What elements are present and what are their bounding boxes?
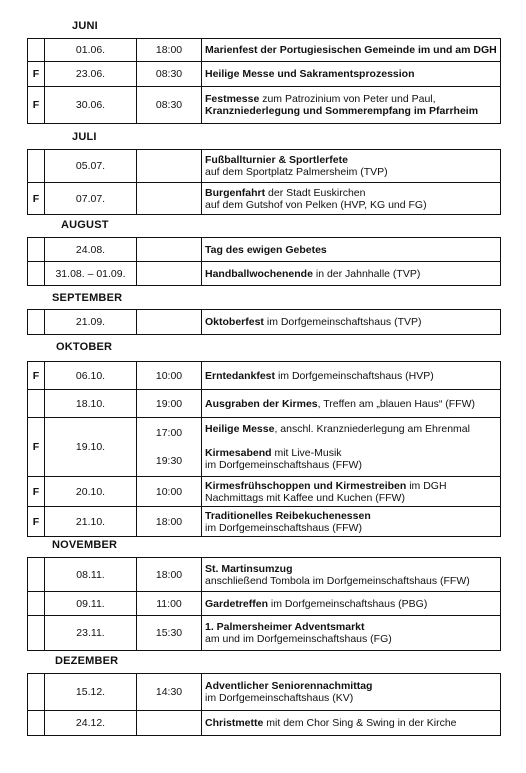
month-table (27, 361, 501, 537)
event-title: Festmesse (205, 93, 260, 105)
time-value: 17:00 (155, 427, 183, 439)
event-title: Handballwochenende (205, 267, 313, 280)
event-title: 1. Palmersheimer Adventsmarkt (205, 621, 365, 633)
event-detail-line: im Dorfgemeinschaftshaus (FFW) (205, 459, 362, 471)
event-description (202, 262, 501, 286)
event-time (137, 616, 202, 651)
event-time (137, 674, 202, 711)
event-title: Gardetreffen (205, 597, 269, 610)
time-value: 10:00 (155, 485, 183, 498)
month-table (27, 557, 501, 651)
holiday-flag (28, 150, 45, 183)
event-title: Tag des ewigen Gebetes (205, 243, 327, 256)
holiday-flag: F (28, 362, 45, 390)
event-title-line: Gardetreffen im Dorfgemeinschaftshaus (PBG) (205, 597, 428, 610)
event-time (137, 238, 202, 262)
event-title-line: Erntedankfest im Dorfgemeinschaftshaus (HVP) (205, 369, 434, 382)
time-value: 10:00 (155, 369, 183, 382)
holiday-flag (28, 674, 45, 711)
event-time (137, 418, 202, 477)
event-description (202, 507, 501, 537)
event-date: 21.10. (45, 507, 137, 537)
event-date: 05.07. (45, 150, 137, 183)
event-title-line (205, 680, 497, 692)
event-title: Christmette (205, 717, 264, 729)
table-row (28, 238, 501, 262)
event-title: Marienfest der Portugiesischen Gemeinde im und am DGH (205, 44, 497, 56)
time-value: 15:30 (155, 627, 183, 639)
event-description (202, 616, 501, 651)
holiday-flag (28, 39, 45, 62)
month-table (27, 237, 501, 286)
time-value: 11:00 (156, 597, 182, 610)
time-value: 08:30 (155, 68, 183, 80)
month-table (27, 673, 501, 736)
event-description (202, 592, 501, 616)
holiday-flag: F (28, 507, 45, 537)
event-title: Heilige Messe und Sakramentsprozession (205, 68, 415, 80)
time-value: 19:30 (155, 455, 183, 467)
event-title-line: Kirmesabend mit Live-Musik (205, 447, 342, 459)
event-description (202, 62, 501, 87)
holiday-flag: F (28, 62, 45, 87)
event-description (202, 238, 501, 262)
holiday-flag: F (28, 183, 45, 215)
event-title: Kirmesfrühschoppen und Kirmestreiben (205, 479, 407, 492)
event-time (137, 362, 202, 390)
time-value: 18:00 (155, 568, 183, 581)
table-row (28, 183, 501, 215)
holiday-flag (28, 592, 45, 616)
event-date: 24.12. (45, 711, 137, 736)
event-description (202, 362, 501, 390)
month-table (27, 309, 501, 335)
event-title-line (205, 510, 497, 522)
table-row (28, 310, 501, 335)
event-time (137, 262, 202, 286)
holiday-flag (28, 711, 45, 736)
month-heading: AUGUST (61, 219, 109, 231)
event-detail-line (205, 105, 497, 117)
event-time (137, 150, 202, 183)
table-row (28, 87, 501, 124)
event-description (202, 39, 501, 62)
event-detail-line: im Dorfgemeinschaftshaus (KV) (205, 692, 354, 704)
holiday-flag (28, 310, 45, 335)
time-value: 14:30 (155, 686, 183, 698)
time-value: 19:00 (155, 397, 183, 410)
event-title-line: Festmesse zum Patrozinium von Peter und Paul, (205, 93, 436, 105)
event-date: 09.11. (45, 592, 137, 616)
event-title-line (205, 621, 497, 633)
event-date: 31.08. – 01.09. (45, 262, 137, 286)
event-description (202, 183, 501, 215)
table-row (28, 558, 501, 592)
event-date: 15.12. (45, 674, 137, 711)
holiday-flag (28, 558, 45, 592)
table-row (28, 39, 501, 62)
event-description (202, 87, 501, 124)
event-title-line: Ausgraben der Kirmes, Treffen am „blauen Haus“ (FFW) (205, 397, 475, 410)
holiday-flag (28, 238, 45, 262)
event-detail-line: Nachmittags mit Kaffee und Kuchen (FFW) (205, 491, 405, 504)
event-detail-line: am und im Dorfgemeinschaftshaus (FG) (205, 633, 392, 645)
month-heading: SEPTEMBER (52, 292, 123, 304)
event-description (202, 558, 501, 592)
event-date: 06.10. (45, 362, 137, 390)
event-title-line (205, 68, 497, 80)
event-detail-line: auf dem Gutshof von Pelken (HVP, KG und FG) (205, 198, 427, 211)
event-time (137, 558, 202, 592)
holiday-flag: F (28, 87, 45, 124)
time-value: 18:00 (155, 44, 183, 56)
event-title-line (205, 563, 497, 575)
event-description (202, 711, 501, 736)
event-description (202, 418, 501, 477)
table-row (28, 674, 501, 711)
event-title: Heilige Messe (205, 423, 275, 435)
month-heading: DEZEMBER (55, 655, 119, 667)
month-heading: OKTOBER (56, 341, 113, 353)
event-title: Fußballturnier & Sportlerfete (205, 154, 348, 166)
event-title-line (205, 154, 497, 166)
event-date: 18.10. (45, 390, 137, 418)
month-heading: JUNI (72, 20, 98, 32)
table-row (28, 711, 501, 736)
event-time (137, 39, 202, 62)
event-date: 30.06. (45, 87, 137, 124)
event-description (202, 150, 501, 183)
event-time (137, 87, 202, 124)
event-description (202, 477, 501, 507)
event-time (137, 62, 202, 87)
table-row (28, 262, 501, 286)
table-row (28, 62, 501, 87)
event-title: Erntedankfest (205, 369, 276, 382)
event-date: 01.06. (45, 39, 137, 62)
event-title: Traditionelles Reibekuchenessen (205, 509, 371, 522)
event-time (137, 477, 202, 507)
time-value: 18:00 (155, 515, 183, 528)
holiday-flag (28, 390, 45, 418)
event-title-line: Kirmesfrühschoppen und Kirmestreiben im DGH (205, 479, 447, 492)
table-row (28, 362, 501, 390)
event-detail-bold: Kranzniederlegung und Sommerempfang im Pfarrheim (205, 105, 479, 117)
event-title: Ausgraben der Kirmes (205, 397, 318, 410)
event-date: 08.11. (45, 558, 137, 592)
event-title-line: Burgenfahrt der Stadt Euskirchen (205, 186, 366, 199)
table-row (28, 616, 501, 651)
event-title-line (205, 244, 497, 256)
table-row (28, 477, 501, 507)
holiday-flag: F (28, 418, 45, 477)
event-title-line: Handballwochenende in der Jahnhalle (TVP) (205, 267, 421, 280)
event-title-line (205, 44, 497, 56)
event-title: Oktoberfest (205, 316, 264, 328)
event-time (137, 183, 202, 215)
event-detail-line: auf dem Sportplatz Palmersheim (TVP) (205, 166, 388, 178)
table-row (28, 592, 501, 616)
event-detail-line: im Dorfgemeinschaftshaus (FFW) (205, 521, 362, 534)
holiday-flag (28, 616, 45, 651)
event-title: Kirmesabend (205, 447, 272, 459)
event-title: St. Martinsumzug (205, 562, 293, 575)
event-date: 23.06. (45, 62, 137, 87)
event-description (202, 674, 501, 711)
event-date: 23.11. (45, 616, 137, 651)
event-title-line: Heilige Messe, anschl. Kranzniederlegung am Ehrenmal (205, 423, 470, 435)
event-detail-line: anschließend Tombola im Dorfgemeinschaftshaus (FFW) (205, 574, 470, 587)
event-title-line: Christmette mit dem Chor Sing & Swing in der Kirche (205, 717, 457, 729)
event-time (137, 507, 202, 537)
table-row (28, 418, 501, 477)
event-date: 20.10. (45, 477, 137, 507)
table-row (28, 507, 501, 537)
month-table (27, 149, 501, 215)
event-time (137, 310, 202, 335)
event-time (137, 592, 202, 616)
event-title: Adventlicher Seniorennachmittag (205, 680, 373, 692)
month-table (27, 38, 501, 124)
event-title-line: Oktoberfest im Dorfgemeinschaftshaus (TVP) (205, 316, 422, 328)
event-date: 24.08. (45, 238, 137, 262)
event-description (202, 310, 501, 335)
month-heading: NOVEMBER (52, 539, 118, 551)
event-time (137, 390, 202, 418)
holiday-flag (28, 262, 45, 286)
event-date: 07.07. (45, 183, 137, 215)
event-description (202, 390, 501, 418)
table-row (28, 390, 501, 418)
holiday-flag: F (28, 477, 45, 507)
month-heading: JULI (72, 131, 97, 143)
event-time (137, 711, 202, 736)
time-value: 08:30 (155, 99, 183, 111)
event-title: Burgenfahrt (205, 186, 266, 199)
table-row (28, 150, 501, 183)
event-date: 21.09. (45, 310, 137, 335)
event-date: 19.10. (45, 418, 137, 477)
